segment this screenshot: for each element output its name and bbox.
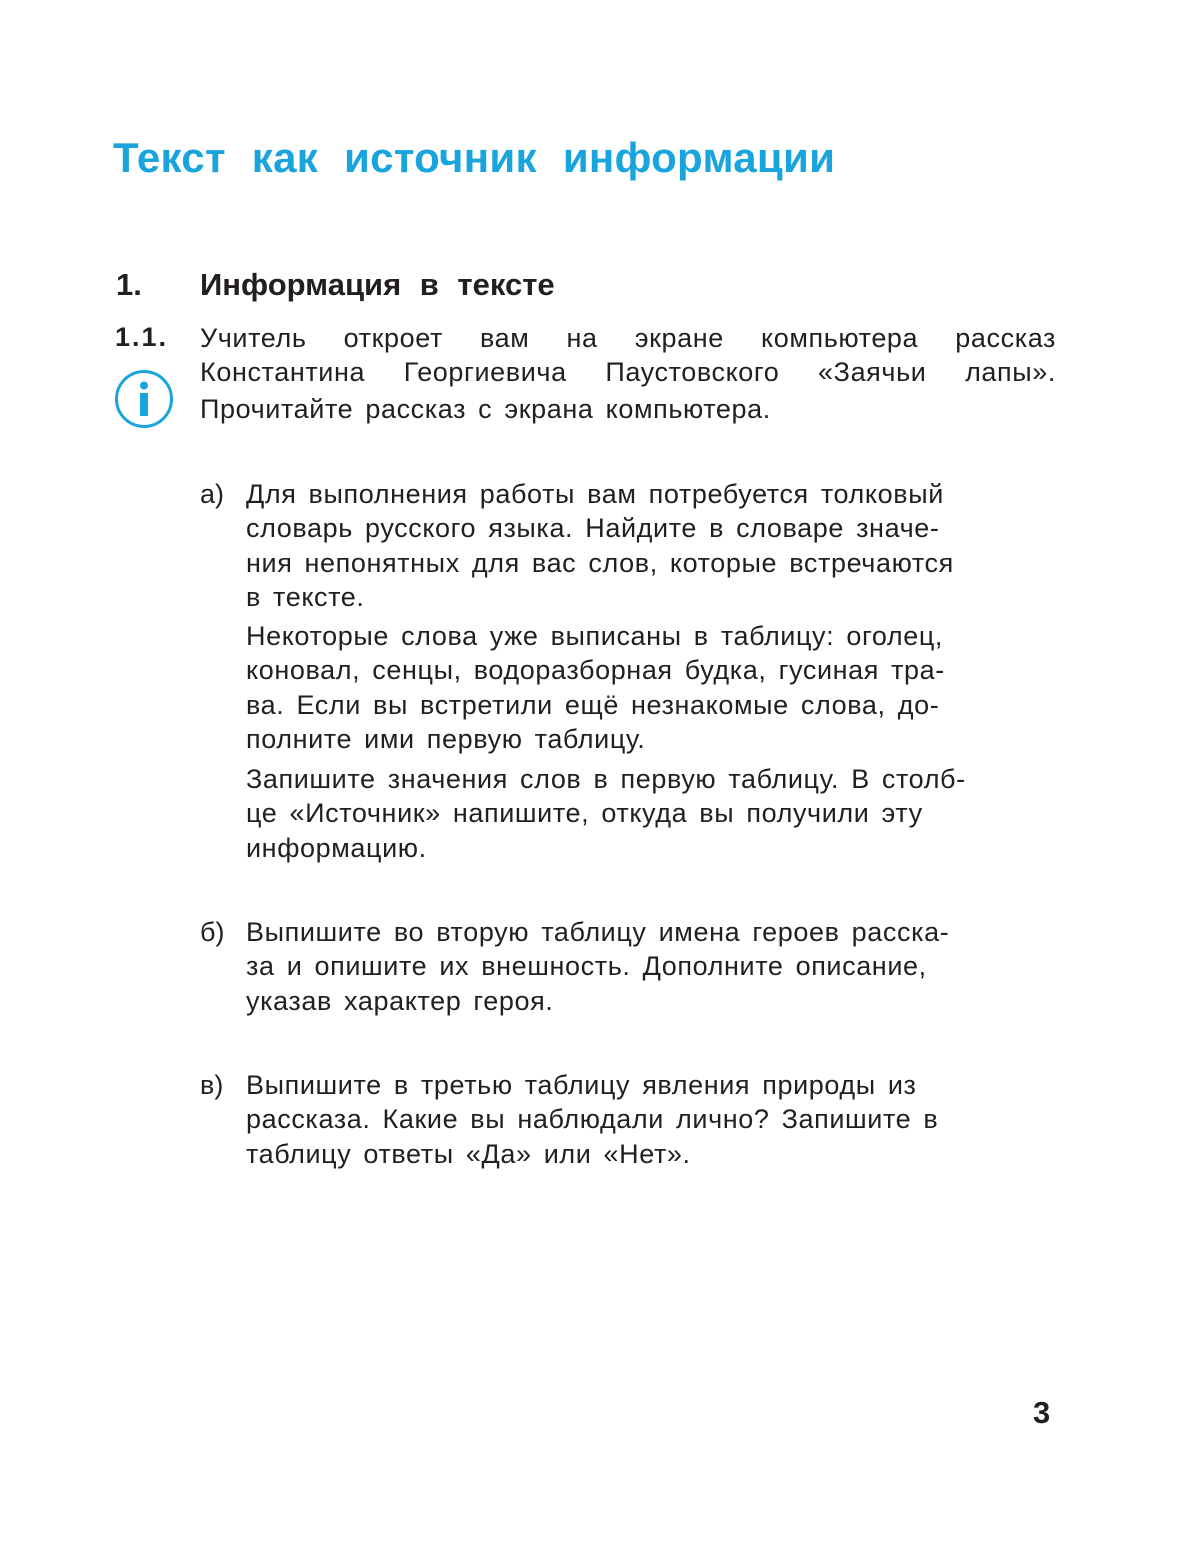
item-a-paragraph-3 (246, 762, 1056, 865)
item-a-paragraph-2 (246, 619, 1056, 756)
item-letter-v: в) (200, 1070, 224, 1100)
text-line: за и опишите их внешность. Дополните описание, (246, 951, 927, 982)
text-line: це «Источник» напишите, откуда вы получили эту (246, 798, 923, 829)
text-line: ния непонятных для вас слов, которые встречаются (246, 547, 954, 578)
text-line: таблицу ответы «Да» или «Нет». (246, 1138, 691, 1169)
info-icon (114, 369, 174, 429)
text-line: Учитель откроет вам на экране компьютера рассказ (200, 323, 1056, 353)
text-line: рассказа. Какие вы наблюдали лично? Запишите в (246, 1104, 939, 1135)
task-number: 1.1. (115, 322, 169, 352)
section-title: Информация в тексте (200, 267, 555, 302)
page-number: 3 (1033, 1395, 1051, 1430)
text-line: Константина Георгиевича Паустовского «Заячьи лапы». (200, 357, 1056, 388)
task-intro (200, 321, 1056, 390)
text-line: Запишите значения слов в первую таблицу. В столб- (246, 764, 966, 794)
page-title: Текст как источник информации (113, 134, 836, 181)
text-line: Выпишите в третью таблицу явления природы из (246, 1070, 917, 1100)
item-letter-a: а) (200, 479, 225, 509)
text-line: полните ими первую таблицу. (246, 723, 646, 754)
text-line: Выпишите во вторую таблицу имена героев расска- (246, 917, 950, 947)
item-v-paragraph (246, 1068, 1056, 1171)
text-line: информацию. (246, 832, 427, 863)
text-line: коновал, сенцы, водоразборная будка, гусиная тра- (246, 655, 945, 686)
text-line: ва. Если вы встретили ещё незнакомые слова, до- (246, 689, 940, 720)
text-line: Для выполнения работы вам потребуется толковый (246, 479, 944, 509)
item-b-paragraph (246, 915, 1056, 1018)
item-letter-b: б) (200, 917, 225, 947)
text-line: Некоторые слова уже выписаны в таблицу: оголец, (246, 621, 943, 651)
section-number: 1. (116, 267, 142, 302)
text-line: в тексте. (246, 581, 365, 612)
text-line: словарь русского языка. Найдите в словаре значе- (246, 513, 940, 544)
text-line: указав характер героя. (246, 985, 554, 1016)
task-instruction: Прочитайте рассказ с экрана компьютера. (200, 394, 771, 424)
item-a-paragraph-1 (246, 477, 1056, 614)
